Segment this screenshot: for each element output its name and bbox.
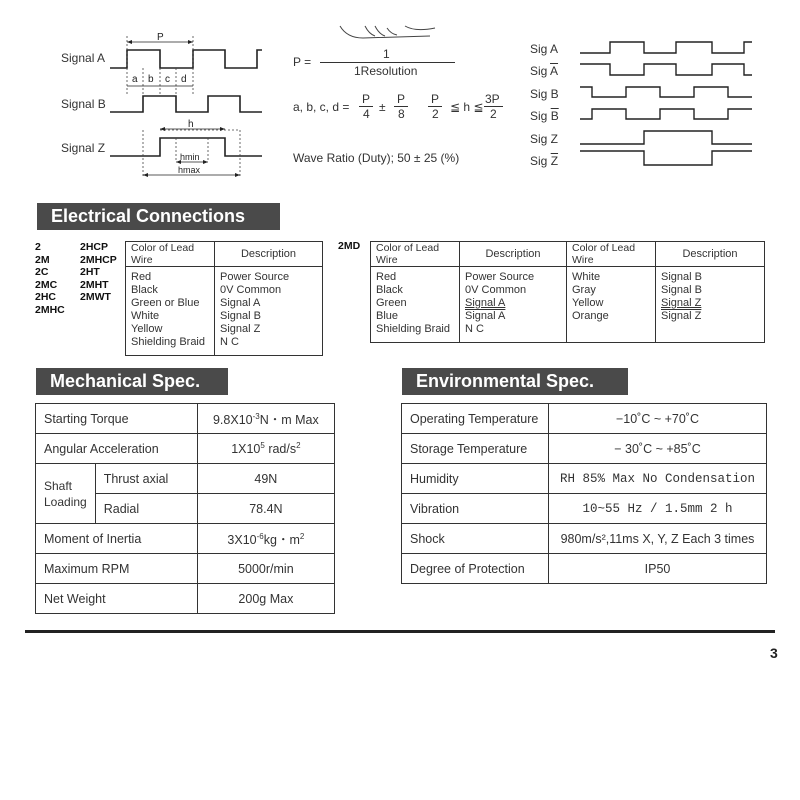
- signal-a-label: Signal A: [61, 51, 106, 65]
- p-formula-num: 1: [383, 47, 390, 61]
- page-number: 3: [770, 645, 778, 661]
- environmental-title: Environmental Spec.: [402, 368, 628, 395]
- svg-text:hmin: hmin: [180, 152, 200, 162]
- moment-of-inertia-value: $3X10^{-6}kg$・$m^2$: [197, 524, 334, 554]
- wire-table-2: Color of Lead Wire Description Color of Lead Wire Description Red Power Source White Signal B Black 0V Common Gray Signal B Green Signal A Yellow Signal Z Blue Signal A Orange Signal Z Shielding Braid N C: [370, 241, 765, 343]
- sig-b-wave: [580, 87, 752, 97]
- models-column-2: 2HCP 2MHCP 2HT 2MHT 2MWT: [80, 241, 117, 303]
- signal-z-label: Signal Z: [61, 141, 106, 155]
- sig-a-wave: [580, 42, 752, 53]
- sig-b-bar-label: Sig $\overline{B}$: [530, 109, 559, 123]
- electrical-title: Electrical Connections: [37, 203, 280, 230]
- svg-text:c: c: [165, 74, 170, 85]
- signal-b-waveform: [110, 96, 262, 112]
- svg-text:h: h: [188, 119, 194, 130]
- angular-acceleration-value: $1X10^5$ rad/$s^2$: [197, 434, 334, 464]
- mechanical-spec-table: Starting Torque $9.8X10^{-3}N$・m Max Angular Acceleration $1X10^5$ rad/$s^2$ Shaft Loading Thrust axial 49N Radial 78.4N Moment of Inertia $3X10^{-6}kg$・$m^2$ Maximum RPM 5000r/min Net Weight 200g Max: [35, 403, 335, 614]
- abcd-lhs: a, b, c, d =: [293, 100, 350, 114]
- svg-text:hmax: hmax: [178, 165, 201, 175]
- sig-z-bar-label: Sig $\overline{Z}$: [530, 154, 559, 168]
- wave-ratio: Wave Ratio (Duty); 50 ± 25 (%): [293, 151, 460, 165]
- wire-table-1: Color of Lead Wire Description Red Power Source Black 0V Common Green or Blue Signal A White Signal B Yellow Signal Z Shielding Braid N C: [125, 241, 323, 356]
- sig-b-bar-wave: [580, 109, 752, 119]
- svg-text:b: b: [148, 74, 154, 85]
- model-2md: 2MD: [338, 240, 361, 252]
- sig-a-bar-wave: [580, 64, 752, 75]
- sig-z-label: Sig Z: [530, 132, 559, 146]
- mechanical-title: Mechanical Spec.: [36, 368, 228, 395]
- period-label: P: [157, 32, 164, 43]
- sig-b-label: Sig B: [530, 87, 559, 101]
- signal-a-waveform: [110, 50, 262, 68]
- partial-sketch: [335, 24, 445, 42]
- sig-a-bar-label: Sig $\overline{A}$: [530, 64, 559, 78]
- sig-z-wave: [580, 131, 752, 144]
- footer-rule: [25, 630, 775, 633]
- svg-text:d: d: [181, 74, 187, 85]
- sig-z-bar-wave: [580, 151, 752, 165]
- fraction-line: [320, 62, 455, 63]
- p-formula-den: 1Resolution: [354, 64, 418, 78]
- starting-torque-value: $9.8X10^{-3}N$・m Max: [197, 404, 334, 434]
- models-column-1: 2 2M 2C 2MC 2HC 2MHC: [35, 241, 65, 316]
- p-formula-lhs: P =: [293, 55, 312, 69]
- signal-waveforms-right: [570, 30, 760, 175]
- timing-diagram: [0, 0, 270, 190]
- environmental-spec-table: Operating Temperature −10˚C ~ +70˚C Storage Temperature − 30˚C ~ +85˚C Humidity RH 85% Max No Condensation Vibration 10~55 Hz / 1.5mm 2 h Shock 980m/s²,11ms X, Y, Z Each 3 times Degree of Protection IP50: [401, 403, 767, 584]
- sig-a-label: Sig A: [530, 42, 559, 56]
- svg-text:a: a: [132, 74, 138, 85]
- signal-b-label: Signal B: [61, 97, 106, 111]
